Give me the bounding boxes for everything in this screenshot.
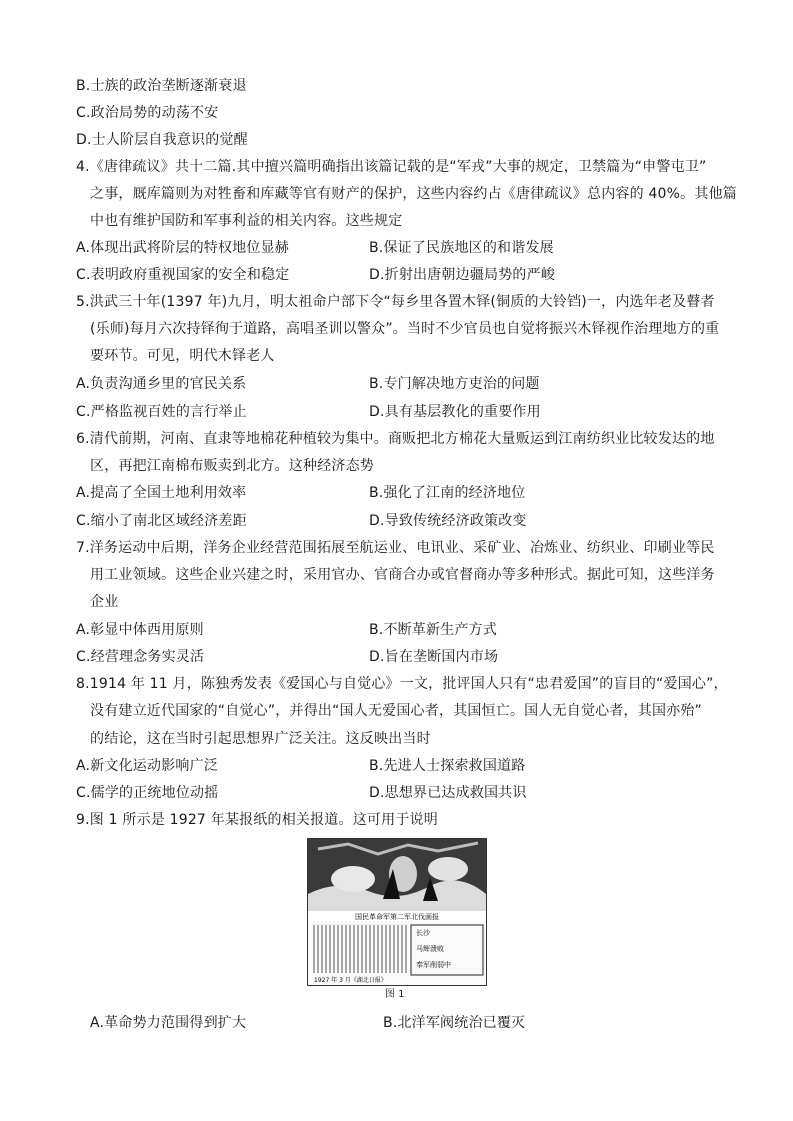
q8-stem-line-2: 没有建立近代国家的“自觉心”，并得出“国人无爱国心者，其国恒亡。国人无自觉心者，其国亦殆” bbox=[90, 703, 703, 719]
q7-option-d: D.旨在垄断国内市场 bbox=[369, 649, 499, 665]
q4-stem-line-3: 中也有维护国防和军事利益的相关内容。这些规定 bbox=[90, 213, 403, 229]
q5-option-d: D.具有基层教化的重要作用 bbox=[369, 404, 541, 420]
q5-stem-line-1: 5.洪武三十年(1397 年)九月，明太祖命户部下令“每乡里各置木铎(铜质的大铃铛)一，内选年老及瞽者 bbox=[76, 294, 715, 310]
q4-stem-line-1: 4.《唐律疏议》共十二篇.其中擅兴篇明确指出该篇记载的是“军戎”大事的规定，卫禁篇为“申警屯卫” bbox=[76, 159, 707, 175]
q4-option-b: B.保证了民族地区的和谐发展 bbox=[369, 240, 554, 256]
q8-option-b: B.先进人士探索救国道路 bbox=[369, 758, 526, 774]
q5-option-b: B.专门解决地方吏治的问题 bbox=[369, 376, 540, 392]
q9-option-a: A.革命势力范围得到扩大 bbox=[90, 1015, 247, 1031]
q8-option-c: C.儒学的正统地位动摇 bbox=[76, 785, 219, 801]
q7-stem-line-2: 用工业领域。这些企业兴建之时，采用官办、官商合办或官督商办等多种形式。据此可知，这些洋务 bbox=[90, 567, 715, 583]
q7-option-a: A.彰显中体西用原则 bbox=[76, 622, 204, 638]
woodcut-figure-1 bbox=[331, 866, 375, 892]
headline-2: 马辉溃败 bbox=[416, 945, 444, 953]
q6-stem-line-2: 区，再把江南棉布贩卖到北方。这种经济态势 bbox=[90, 458, 374, 474]
q6-option-c: C.缩小了南北区域经济差距 bbox=[76, 513, 247, 529]
q7-option-b: B.不断革新生产方式 bbox=[369, 622, 498, 638]
q7-stem-line-3: 企业 bbox=[90, 594, 119, 610]
q8-option-d: D.思想界已达成救国共识 bbox=[369, 785, 527, 801]
q5-option-a: A.负责沟通乡里的官民关系 bbox=[76, 376, 247, 392]
headline-3: 长沙 bbox=[416, 929, 430, 937]
q7-option-c: C.经营理念务实灵活 bbox=[76, 649, 205, 665]
woodcut-figure-3 bbox=[428, 857, 468, 881]
q4-option-d: D.折射出唐朝边疆局势的严峻 bbox=[369, 267, 556, 283]
newspaper-figure bbox=[307, 838, 487, 986]
q5-stem-line-3: 要环节。可见，明代木铎老人 bbox=[90, 348, 275, 364]
q3-option-c: C.政治局势的动荡不安 bbox=[76, 105, 219, 121]
q8-stem-line-3: 的结论，这在当时引起思想界广泛关注。这反映出当时 bbox=[90, 731, 431, 747]
figure-caption: 图 1 bbox=[385, 989, 405, 1000]
q5-option-c: C.严格监视百姓的言行举止 bbox=[76, 404, 247, 420]
q6-stem-line-1: 6.清代前期，河南、直隶等地棉花种植较为集中。商贩把北方棉花大量贩运到江南纺织业比较发达的地 bbox=[76, 431, 715, 447]
masthead-text: 国民革命军第二军北伐画报 bbox=[355, 913, 439, 921]
q9-stem-line-1: 9.图 1 所示是 1927 年某报纸的相关报道。这可用于说明 bbox=[76, 812, 438, 828]
q3-option-d: D.士人阶层自我意识的觉醒 bbox=[76, 132, 248, 148]
q4-option-c: C.表明政府重视国家的安全和稳定 bbox=[76, 267, 290, 283]
newspaper-illustration bbox=[308, 839, 486, 985]
q6-option-b: B.强化了江南的经济地位 bbox=[369, 485, 526, 501]
q4-option-a: A.体现出武将阶层的特权地位显赫 bbox=[76, 240, 289, 256]
q6-option-d: D.导致传统经济政策改变 bbox=[369, 513, 527, 529]
q9-option-b: B.北洋军阀统治已覆灭 bbox=[383, 1015, 526, 1031]
q6-option-a: A.提高了全国土地利用效率 bbox=[76, 485, 247, 501]
q3-option-b: B.士族的政治垄断逐渐衰退 bbox=[76, 78, 247, 94]
headline-1: 奉军削弱中 bbox=[416, 961, 451, 969]
q8-option-a: A.新文化运动影响广泛 bbox=[76, 758, 218, 774]
q8-stem-line-1: 8.1914 年 11 月，陈独秀发表《爱国心与自觉心》一文，批评国人只有“忠君爱国”的盲目的“爱国心”， bbox=[76, 676, 728, 692]
figure-footnote: 1927 年 3 月《湖北日报》 bbox=[314, 977, 387, 984]
q7-stem-line-1: 7.洋务运动中后期，洋务企业经营范围拓展至航运业、电讯业、采矿业、冶炼业、纺织业、印刷业等民 bbox=[76, 540, 715, 556]
q5-stem-line-2: (乐师)每月六次持铎徇于道路，高唱圣训以警众”。当时不少官员也自觉将振兴木铎视作治理地方的重 bbox=[90, 321, 720, 337]
q4-stem-line-2: 之事，厩库篇则为对牲畜和库藏等官有财产的保护，这些内容约占《唐律疏议》总内容的 40%。其他篇 bbox=[90, 186, 737, 202]
